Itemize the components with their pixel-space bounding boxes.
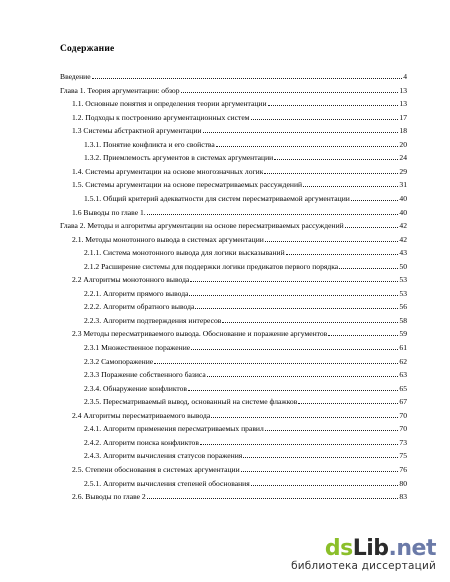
toc-entry bbox=[84, 368, 407, 380]
toc-entry-label: 2.1.2 Расширение системы для поддержки логики предикатов первого порядка bbox=[84, 261, 339, 271]
toc-entry-leader bbox=[243, 449, 398, 458]
toc-entry-leader bbox=[265, 233, 399, 242]
toc-entry-page: 40 bbox=[399, 193, 407, 203]
toc-entry-leader bbox=[298, 395, 398, 404]
toc-entry-page: 56 bbox=[399, 302, 407, 312]
toc-entry-label: 2.3 Методы пересматриваемого вывода. Обоснование и поражение аргументов bbox=[72, 329, 328, 339]
toc-entry bbox=[72, 165, 407, 177]
toc-entry bbox=[72, 111, 407, 123]
toc-entry bbox=[84, 192, 407, 204]
toc-entry-page: 62 bbox=[399, 356, 407, 366]
toc-entry-leader bbox=[251, 477, 399, 486]
toc-entry-label: 1.3 Системы абстрактной аргументации bbox=[72, 126, 202, 136]
watermark bbox=[291, 538, 436, 572]
toc-entry-page: 70 bbox=[399, 424, 407, 434]
toc-entry-page: 42 bbox=[399, 221, 407, 231]
toc-entry-label: 2.2 Алгоритмы монотонного вывода bbox=[72, 275, 190, 285]
watermark-logo-part3: .net bbox=[388, 536, 436, 561]
toc-entry-leader bbox=[154, 355, 398, 364]
toc-entry bbox=[72, 178, 407, 190]
toc-entry-label: Глава 2. Методы и алгоритмы аргументации на основе пересматриваемых рассуждений bbox=[60, 221, 344, 231]
toc-entry-label: 2.3.5. Пересматриваемый вывод, основанный на системе флажков bbox=[84, 397, 298, 407]
toc-entry-leader bbox=[211, 409, 398, 418]
toc-entry-page: 73 bbox=[399, 437, 407, 447]
toc-entry-leader bbox=[216, 138, 399, 147]
toc-entry-leader bbox=[147, 206, 399, 215]
toc-entry bbox=[72, 273, 407, 285]
toc-entry bbox=[84, 260, 407, 272]
toc-entry bbox=[84, 436, 407, 448]
toc-entry-label: 2.2.2. Алгоритм обратного вывода bbox=[84, 302, 195, 312]
toc-entry-page: 58 bbox=[399, 315, 407, 325]
toc-entry-page: 20 bbox=[399, 139, 407, 149]
toc-entry-label: 2.3.3 Поражение собственного базиса bbox=[84, 370, 206, 380]
toc-entry-label: 2.4.2. Алгоритм поиска конфликтов bbox=[84, 437, 199, 447]
toc-entry bbox=[72, 124, 407, 136]
toc-entry-page: 13 bbox=[399, 85, 407, 95]
toc-entry-label: 2.6. Выводы по главе 2 bbox=[72, 492, 146, 502]
toc-entry-leader bbox=[203, 124, 399, 133]
toc-entry-leader bbox=[265, 422, 399, 431]
toc-entry bbox=[72, 490, 407, 502]
toc-entry-label: 2.5.1. Алгоритм вычисления степеней обоснования bbox=[84, 478, 250, 488]
toc-entry-label: Введение bbox=[60, 72, 91, 81]
toc-entry-leader bbox=[190, 273, 398, 282]
toc-entry bbox=[84, 300, 407, 312]
toc-entry-page: 65 bbox=[399, 383, 407, 393]
toc-entry-leader bbox=[195, 300, 398, 309]
toc-entry bbox=[72, 409, 407, 421]
toc-entry bbox=[72, 327, 407, 339]
toc-entry-page: 63 bbox=[399, 370, 407, 380]
toc-entry-leader bbox=[241, 463, 399, 472]
toc-entry bbox=[84, 151, 407, 163]
toc-entry-leader bbox=[200, 436, 398, 445]
toc-entry-leader bbox=[286, 246, 399, 255]
toc-entry-label: 2.3.4. Обнаружение конфликтов bbox=[84, 383, 188, 393]
toc-entry-leader bbox=[147, 490, 399, 499]
toc-entry-page: 29 bbox=[399, 166, 407, 176]
toc-entry-page: 43 bbox=[399, 248, 407, 258]
toc-entry-page: 70 bbox=[399, 410, 407, 420]
toc-entry bbox=[84, 138, 407, 150]
toc-entry-page: 80 bbox=[399, 478, 407, 488]
toc-entry-leader bbox=[191, 341, 398, 350]
toc-entry-page: 4 bbox=[403, 72, 407, 81]
toc-entry-leader bbox=[251, 111, 399, 120]
toc-entry-leader bbox=[92, 70, 403, 79]
watermark-logo-part2: Lib bbox=[352, 536, 389, 561]
toc-entry-label: 1.4. Системы аргументации на основе многозначных логик bbox=[72, 166, 264, 176]
toc-entry-page: 67 bbox=[399, 397, 407, 407]
watermark-subtitle: библиотека диссертаций bbox=[291, 560, 436, 572]
toc-entry-label: 1.1. Основные понятия и определения теории аргументации bbox=[72, 99, 267, 109]
toc-entry-leader bbox=[268, 97, 399, 106]
toc-entry-label: Глава 1. Теория аргументации: обзор bbox=[60, 85, 180, 95]
toc-entry-page: 31 bbox=[399, 180, 407, 190]
toc-title: Содержание bbox=[60, 44, 115, 54]
toc-entry-label: 2.5. Степени обоснования в системах аргументации bbox=[72, 464, 240, 474]
toc-entry-page: 53 bbox=[399, 275, 407, 285]
toc-entry-leader bbox=[222, 314, 398, 323]
toc-entry-label: 2.3.2 Самопоражение bbox=[84, 356, 154, 366]
toc-entry-page: 18 bbox=[399, 126, 407, 136]
toc-entry-leader bbox=[274, 151, 398, 160]
toc-entry-page: 53 bbox=[399, 288, 407, 298]
toc-entry-page: 13 bbox=[399, 99, 407, 109]
toc-entry-leader bbox=[207, 368, 399, 377]
toc-entry bbox=[60, 70, 407, 82]
toc-entry bbox=[84, 449, 407, 461]
toc-entry-leader bbox=[303, 178, 398, 187]
toc-entry-page: 75 bbox=[399, 451, 407, 461]
toc-entry-page: 50 bbox=[399, 261, 407, 271]
toc-entry-leader bbox=[188, 382, 398, 391]
toc-entry-label: 2.1. Методы монотонного вывода в системах аргументации bbox=[72, 234, 264, 244]
toc-entry-leader bbox=[339, 260, 398, 269]
toc-entry-leader bbox=[345, 219, 399, 228]
toc-entry bbox=[84, 341, 407, 353]
toc-entry bbox=[72, 97, 407, 109]
toc-entry bbox=[84, 355, 407, 367]
toc-entry bbox=[84, 477, 407, 489]
toc-entry bbox=[84, 422, 407, 434]
toc-entry-page: 76 bbox=[399, 464, 407, 474]
toc-entry-page: 24 bbox=[399, 153, 407, 163]
toc-entry-label: 2.4.3. Алгоритм вычисления статусов поражения bbox=[84, 451, 243, 461]
toc-entry-label: 1.3.2. Приемлемость аргументов в системах аргументации bbox=[84, 153, 274, 163]
toc-entry bbox=[84, 395, 407, 407]
toc-entry-leader bbox=[351, 192, 399, 201]
toc-entry-label: 2.4 Алгоритмы пересматриваемого вывода bbox=[72, 410, 211, 420]
toc-entry-label: 1.5.1. Общий критерий адекватности для систем пересматриваемой аргументации bbox=[84, 193, 350, 203]
toc-entry-page: 17 bbox=[399, 112, 407, 122]
toc-entry-page: 42 bbox=[399, 234, 407, 244]
toc-entry-label: 1.2. Подходы к построению аргументационных систем bbox=[72, 112, 250, 122]
toc-entry bbox=[84, 287, 407, 299]
toc-entry-leader bbox=[189, 287, 398, 296]
toc-entry bbox=[84, 314, 407, 326]
toc-entry bbox=[72, 233, 407, 245]
toc-entry-label: 2.1.1. Система монотонного вывода для логики высказываний bbox=[84, 248, 285, 258]
toc-entry-page: 59 bbox=[399, 329, 407, 339]
toc-entry bbox=[60, 219, 407, 231]
toc-entry-label: 2.4.1. Алгоритм применения пересматриваемых правил bbox=[84, 424, 264, 434]
toc-entry-leader bbox=[264, 165, 398, 174]
toc-entry-page: 40 bbox=[399, 207, 407, 217]
toc-entry-label: 2.2.3. Алгоритм подтверждения интересов bbox=[84, 315, 222, 325]
toc-entry-label: 1.6 Выводы по главе 1. bbox=[72, 207, 146, 217]
toc-entry bbox=[72, 206, 407, 218]
toc-entry bbox=[84, 246, 407, 258]
watermark-logo-part1: ds bbox=[324, 536, 353, 561]
toc-entry bbox=[60, 84, 407, 96]
toc-entry-label: 2.2.1. Алгоритм прямого вывода bbox=[84, 288, 189, 298]
toc-entry-leader bbox=[328, 327, 398, 336]
toc-entry-leader bbox=[181, 84, 399, 93]
toc-entry bbox=[72, 463, 407, 475]
watermark-logo bbox=[291, 538, 436, 560]
toc-entry-label: 1.3.1. Понятие конфликта и его свойства bbox=[84, 139, 215, 149]
toc-entry-page: 61 bbox=[399, 343, 407, 352]
toc-entry bbox=[84, 382, 407, 394]
toc-entry-page: 83 bbox=[399, 492, 407, 502]
toc-entry-label: 2.3.1 Множественное поражение bbox=[84, 343, 191, 352]
toc-entry-label: 1.5. Системы аргументации на основе пересматриваемых рассуждений bbox=[72, 180, 303, 190]
